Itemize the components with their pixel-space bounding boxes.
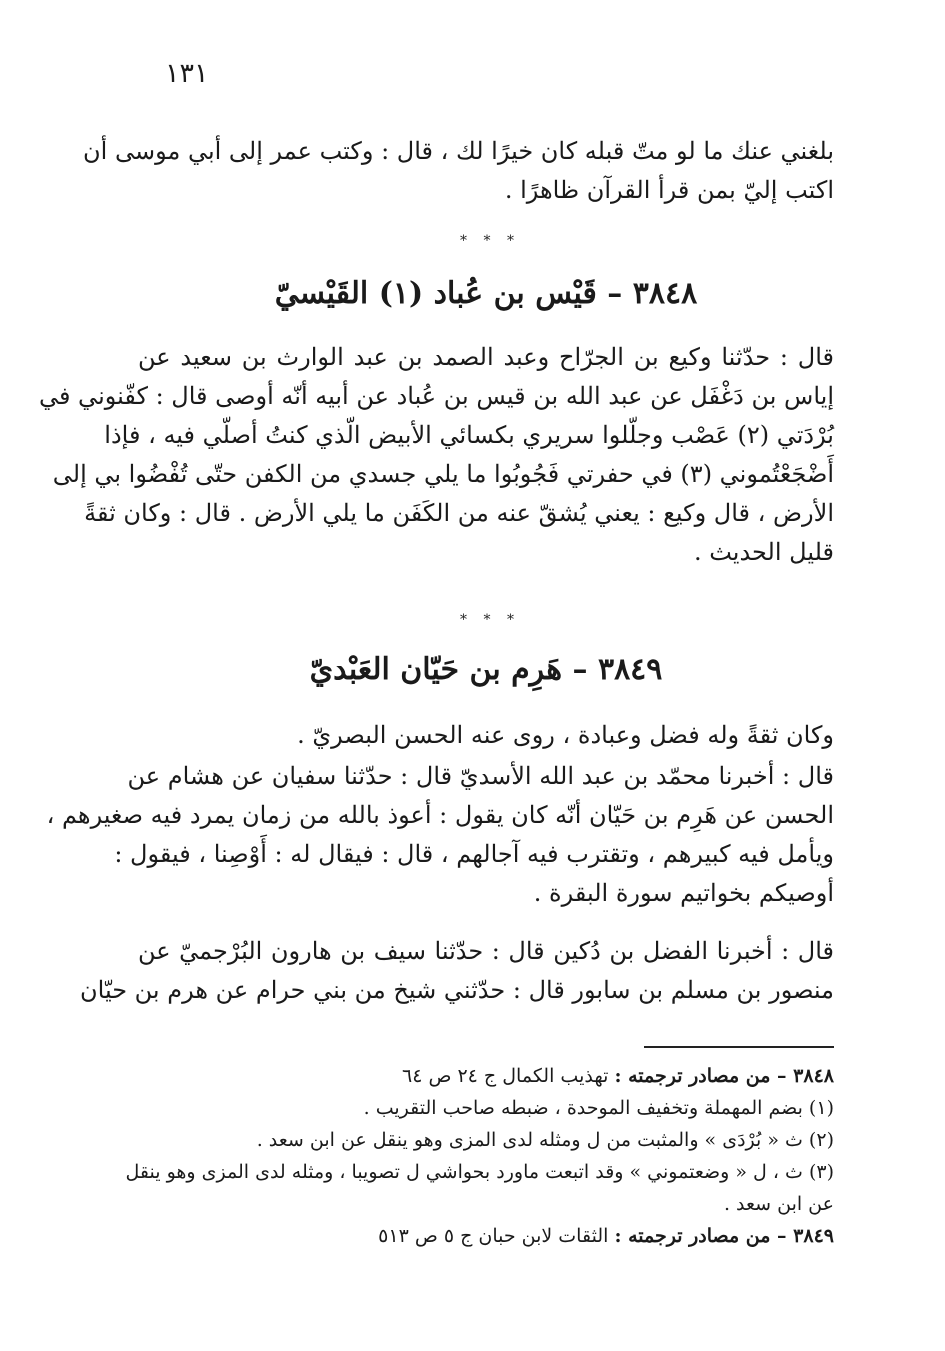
- text-line: وكان ثقةً وله فضل وعبادة ، روى عنه الحسن البصريّ .: [297, 721, 834, 749]
- text-line: بُرْدَتي (٢) عَصْب وجلّلوا سريري بكسائي الأبيض الّذي كنتُ أصلّي فيه ، فإذا: [104, 421, 834, 449]
- text-line: إياس بن دَغْفَل عن عبد الله بن قيس بن عُباد عن أبيه أنّه أوصى قال : كفّنوني في: [38, 382, 834, 410]
- footnote-3: (٣) ث ، ل « وضعتموني » وقد اتبعت ماورد بحواشي ل تصويبا ، ومثله لدى المزى وهو ينقل: [125, 1161, 834, 1183]
- text-line: الأرض ، قال وكيع : يعني يُشقّ عنه من الكَفَن ما يلي الأرض . قال : وكان ثقةً: [84, 499, 834, 527]
- footnote-1: (١) بضم المهملة وتخفيف الموحدة ، ضبطه صاحب التقريب .: [363, 1097, 834, 1119]
- entry-heading-3849: ٣٨٤٩ – هَرِم بن حَيّان العَبْديّ: [309, 652, 663, 687]
- text-line: قال : أخبرنا محمّد بن عبد الله الأسديّ قال : حدّثنا سفيان عن هشام عن: [127, 762, 834, 790]
- text-line: ويأمل فيه كبيرهم ، وتقترب فيه آجالهم ، قال : فيقال له : أَوْصِنا ، فيقول :: [114, 840, 834, 868]
- intro-paragraph: [83, 132, 834, 210]
- text-line: اكتب إليّ بمن قرأ القرآن ظاهرًا .: [504, 176, 834, 204]
- text-line: أَضْجَعْتُموني (٣) في حفرتي فَجُوبُوا ما يلي جسدي من الكفن حتّى تُفْضُوا بي إلى: [52, 460, 834, 488]
- footnote-rule: [644, 1046, 834, 1048]
- text-line: بلغني عنك ما لو متّ قبله كان خيرًا لك ، قال : وكتب عمر إلى أبي موسى أن: [83, 137, 834, 165]
- text-line: منصور بن مسلم بن سابور قال : حدّثني شيخ من بني حرام عن هرم بن حيّان: [80, 976, 834, 1004]
- entry-3848-body: [38, 338, 834, 572]
- text-line: قليل الحديث .: [693, 538, 834, 566]
- entry-heading-3848: ٣٨٤٨ – قَيْس بن عُباد (١) القَيْسيّ: [274, 276, 698, 311]
- footnote-source-3848: [138, 1060, 834, 1092]
- section-separator: * * *: [460, 612, 520, 628]
- footnotes: [125, 1060, 834, 1252]
- text-line: أوصيكم بخواتيم سورة البقرة .: [533, 879, 834, 907]
- text-line: الحسن عن هَرِم بن حَيّان أنّه كان يقول : أعوذ بالله من زمان يمرد فيه صغيرهم ،: [46, 801, 834, 829]
- footnote-text: الثقات لابن حبان ج ٥ ص ٥١٣: [378, 1225, 609, 1247]
- text-line: قال : أخبرنا الفضل بن دُكين قال : حدّثنا سيف بن هارون البُرْجميّ عن: [138, 937, 834, 965]
- footnote-text: تهذيب الكمال ج ٢٤ ص ٦٤: [401, 1065, 609, 1087]
- footnote-2: (٢) ث « بُرْدَى » والمثبت من ل ومثله لدى المزى وهو ينقل عن ابن سعد .: [256, 1129, 834, 1151]
- entry-3849-para2: [46, 757, 834, 913]
- footnote-label: ٣٨٤٨ – من مصادر ترجمته :: [614, 1065, 834, 1087]
- footnote-source-3849: [138, 1220, 834, 1252]
- section-separator: * * *: [460, 233, 520, 249]
- footnote-3-continued: عن ابن سعد .: [723, 1193, 834, 1215]
- entry-3849-para1: [138, 716, 834, 755]
- entry-3849-para3: [80, 932, 834, 1010]
- page-number: ١٣١: [165, 58, 209, 89]
- text-line: قال : حدّثنا وكيع بن الجرّاح وعبد الصمد بن عبد الوارث بن سعيد عن: [138, 343, 834, 371]
- footnote-label: ٣٨٤٩ – من مصادر ترجمته :: [614, 1225, 834, 1247]
